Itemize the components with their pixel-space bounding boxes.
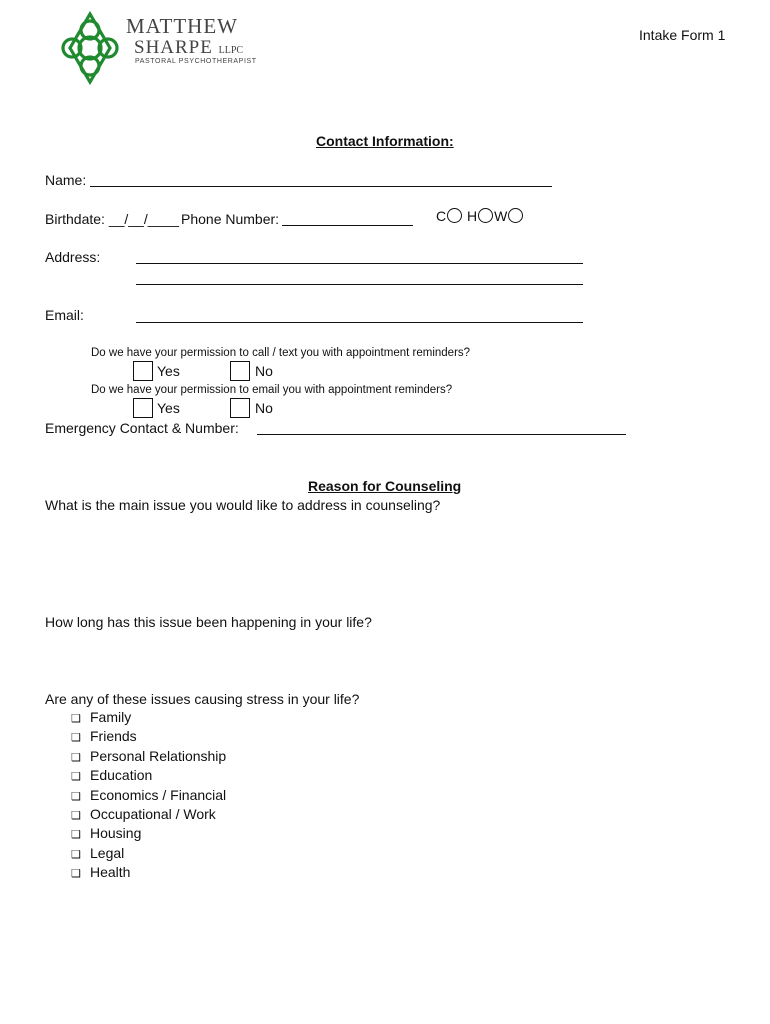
email-label: Email:: [45, 307, 84, 323]
call-yes-checkbox[interactable]: [133, 361, 153, 381]
brand-name-line1: MATTHEW: [126, 14, 238, 38]
stress-question: Are any of these issues causing stress in your life?: [45, 691, 360, 707]
checkbox-icon[interactable]: ❑: [71, 848, 81, 861]
checkbox-icon[interactable]: ❑: [71, 868, 81, 881]
list-item: ❑ Housing: [71, 824, 226, 843]
checkbox-icon[interactable]: ❑: [71, 829, 81, 842]
list-item: ❑ Economics / Financial: [71, 786, 226, 805]
address-input-line-1[interactable]: [136, 263, 583, 264]
stress-issues-list: [71, 708, 226, 883]
checkbox-icon[interactable]: ❑: [71, 771, 81, 784]
checkbox-icon[interactable]: ❑: [71, 809, 81, 822]
phone-type-h-label: H: [467, 208, 478, 224]
birthdate-label: Birthdate: __/__/____: [45, 211, 179, 227]
list-item: ❑ Legal: [71, 844, 226, 863]
counseling-section-title: Reason for Counseling: [308, 478, 462, 494]
phone-type-options: [436, 208, 524, 224]
email-yes-checkbox[interactable]: [133, 398, 153, 418]
phone-type-h-radio[interactable]: [478, 208, 493, 223]
emergency-contact-label: Emergency Contact & Number:: [45, 420, 239, 436]
emergency-contact-input-line[interactable]: [257, 434, 626, 435]
brand-tagline: PASTORAL PSYCHOTHERAPIST: [135, 58, 257, 65]
list-item: ❑ Friends: [71, 727, 226, 746]
name-input-line[interactable]: [90, 186, 552, 187]
form-label: Intake Form 1: [639, 27, 726, 43]
name-label: Name:: [45, 172, 87, 188]
email-input-line[interactable]: [136, 322, 583, 323]
address-label: Address:: [45, 249, 101, 265]
phone-label: Phone Number:: [181, 211, 280, 227]
email-no-checkbox[interactable]: [230, 398, 250, 418]
brand-name-line2: SHARPE LLPC: [134, 37, 244, 58]
address-input-line-2[interactable]: [136, 284, 583, 285]
call-no-checkbox[interactable]: [230, 361, 250, 381]
email-permission-question: Do we have your permission to email you with appointment reminders?: [91, 384, 453, 396]
phone-type-w-radio[interactable]: [508, 208, 523, 223]
phone-type-c-radio[interactable]: [447, 208, 462, 223]
checkbox-icon[interactable]: ❑: [71, 790, 81, 803]
how-long-question: How long has this issue been happening in your life?: [45, 614, 372, 630]
checkbox-icon[interactable]: ❑: [71, 751, 81, 764]
phone-type-w-label: W: [494, 208, 508, 224]
call-yes-label: Yes: [157, 363, 180, 379]
list-item: ❑ Family: [71, 708, 226, 727]
phone-input-line[interactable]: [282, 225, 413, 226]
list-item: ❑ Education: [71, 766, 226, 785]
checkbox-icon[interactable]: ❑: [71, 713, 81, 725]
contact-section-title: Contact Information:: [316, 133, 454, 149]
checkbox-icon[interactable]: ❑: [71, 732, 81, 745]
list-item: ❑ Occupational / Work: [71, 805, 226, 824]
list-item: ❑ Health: [71, 863, 226, 882]
main-issue-question: What is the main issue you would like to address in counseling?: [45, 497, 441, 513]
email-yes-label: Yes: [157, 400, 180, 416]
list-item: ❑ Personal Relationship: [71, 747, 226, 766]
call-permission-question: Do we have your permission to call / text you with appointment reminders?: [91, 347, 471, 359]
call-no-label: No: [255, 363, 273, 379]
email-no-label: No: [255, 400, 273, 416]
phone-type-c-label: C: [436, 208, 447, 224]
brand-suffix: LLPC: [218, 45, 244, 56]
